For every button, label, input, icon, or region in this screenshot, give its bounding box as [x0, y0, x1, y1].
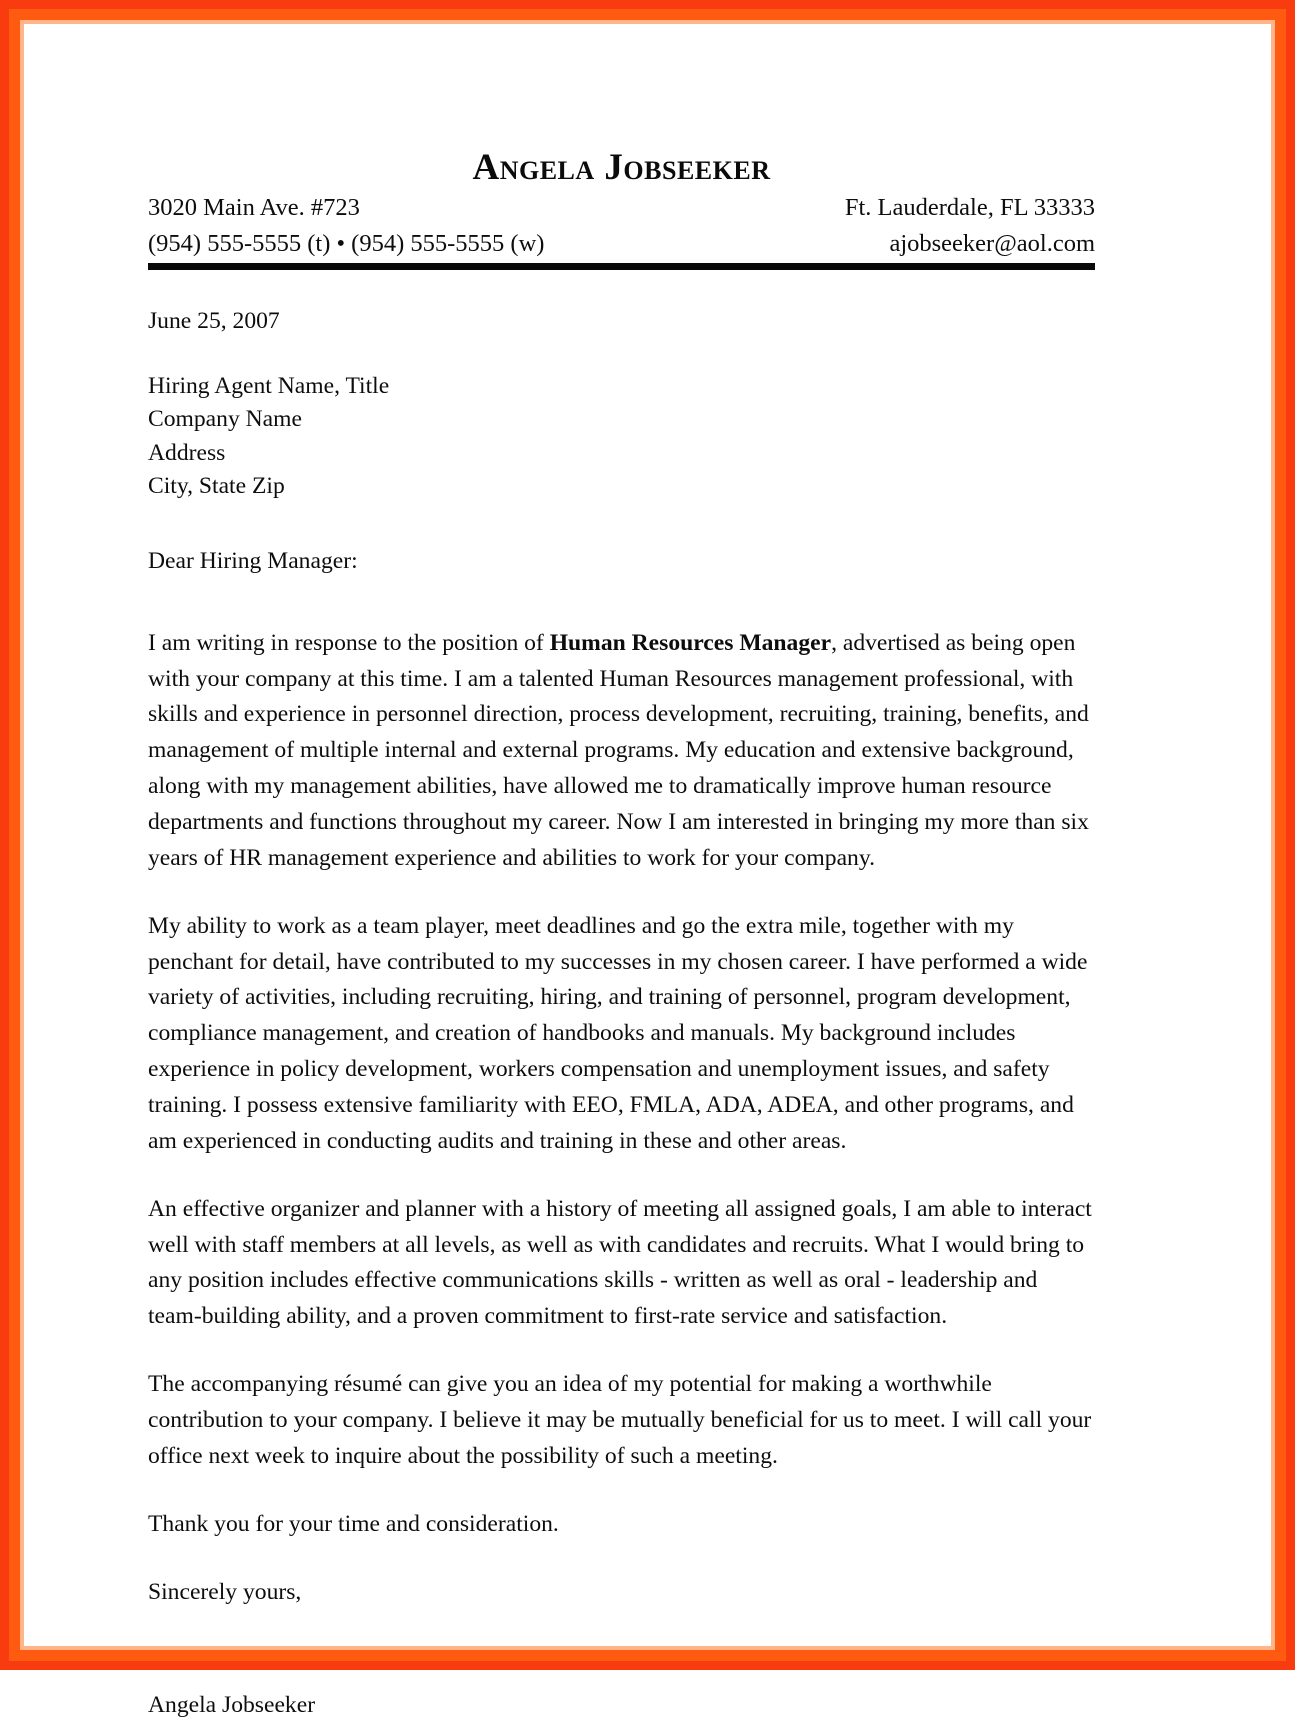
- closing-line: Sincerely yours,: [148, 1578, 302, 1605]
- recipient-line-4: City, State Zip: [148, 473, 285, 500]
- body-paragraph-3: An effective organizer and planner with a history of meeting all assigned goals, I am able to interact well with staff members at all levels, as well as with candidates and recruits. What I would bring to any position includes effective communications skills - written as well as oral - leadership and team-building ability, and a proven commitment to first-rate service and satisfaction.: [148, 1195, 1092, 1330]
- signature-name: Angela Jobseeker: [148, 1692, 316, 1719]
- paragraph-1-rest: , advertised as being open with your company at this time. I am a talented Human Resources management professional, with skills and experience in personnel direction, process development, recruiting, training, benefits, and management of multiple internal and external programs. My education and extensive background, along with my management abilities, have allowed me to dramatically improve human resource departments and functions throughout my career. Now I am interested in bringing my more than six years of HR management experience and abilities to work for your company.: [148, 629, 1089, 871]
- page-title: Angela Jobseeker: [472, 147, 771, 188]
- recipient-line-1: Hiring Agent Name, Title: [148, 372, 390, 399]
- body-paragraph-4: The accompanying résumé can give you an idea of my potential for making a worthwhile contribution to your company. I believe it may be mutually beneficial for us to meet. I will call your office next week to inquire about the possibility of such a meeting.: [148, 1371, 1092, 1469]
- contact-row-phone-email: [148, 227, 1095, 260]
- letter-body: [148, 284, 1095, 1724]
- letter-paper: [24, 24, 1271, 1719]
- recipient-line-2: Company Name: [148, 406, 302, 433]
- header-divider: [148, 263, 1095, 270]
- city-state-zip: Ft. Lauderdale, FL 33333: [844, 193, 1095, 221]
- body-paragraph-1: [148, 626, 1095, 877]
- recipient-address-block: [148, 370, 1095, 504]
- paragraph-1-intro: I am writing in response to the position of: [148, 629, 550, 656]
- street-address: 3020 Main Ave. #723: [148, 193, 360, 221]
- letter-date: June 25, 2007: [148, 308, 280, 334]
- body-paragraph-2: My ability to work as a team player, meet deadlines and go the extra mile, together with my penchant for detail, have contributed to my successes in my chosen career. I have performed a wide variety of activities, including recruiting, hiring, and training of personnel, program development, compliance management, and creation of handbooks and manuals. My background includes experience in policy development, workers compensation and unemployment issues, and safety training. I possess extensive familiarity with EEO, FMLA, ADA, ADEA, and other programs, and am experienced in conducting audits and training in these and other areas.: [148, 912, 1088, 1154]
- salutation: Dear Hiring Manager:: [148, 547, 358, 574]
- thank-you-line: Thank you for your time and consideration.: [148, 1510, 559, 1537]
- contact-row-address: [148, 191, 1095, 224]
- email-address: ajobseeker@aol.com: [889, 229, 1095, 257]
- recipient-line-3: Address: [148, 439, 226, 466]
- letterhead: [148, 149, 1095, 270]
- position-title-emphasis: Human Resources Manager: [549, 629, 832, 656]
- phone-numbers: (954) 555-5555 (t) • (954) 555-5555 (w): [148, 229, 545, 257]
